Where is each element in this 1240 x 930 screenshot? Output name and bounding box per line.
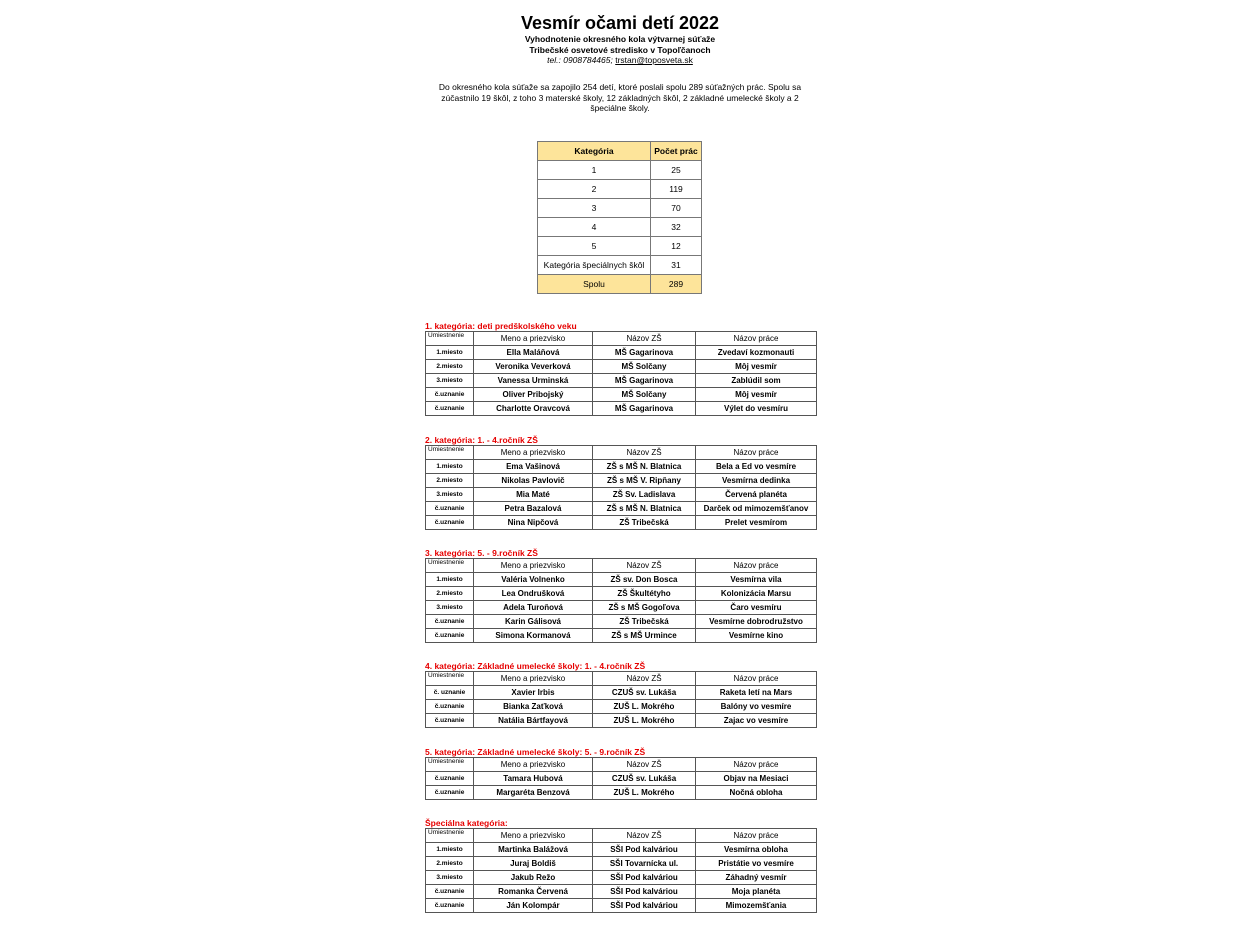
column-header: Názov ZŠ bbox=[593, 758, 696, 772]
school-cell: ZŠ Tribečská bbox=[593, 516, 696, 530]
table-row bbox=[426, 871, 817, 885]
school-cell: SŠI Pod kalváriou bbox=[593, 843, 696, 857]
results-header-row bbox=[426, 829, 817, 843]
category-title: 3. kategória: 5. - 9.ročník ZŠ bbox=[425, 548, 538, 558]
summary-header-row bbox=[538, 142, 702, 161]
school-cell: MŠ Solčany bbox=[593, 360, 696, 374]
artwork-title-cell: Červená planéta bbox=[696, 488, 817, 502]
category-section bbox=[425, 661, 817, 728]
artwork-title-cell: Prelet vesmírom bbox=[696, 516, 817, 530]
results-header-row bbox=[426, 672, 817, 686]
name-cell: Ján Kolompár bbox=[474, 899, 593, 913]
column-header: Názov práce bbox=[696, 672, 817, 686]
table-row bbox=[426, 843, 817, 857]
table-row bbox=[426, 857, 817, 871]
table-row bbox=[426, 629, 817, 643]
results-table bbox=[425, 757, 817, 800]
column-header: Umiestnenie bbox=[426, 446, 474, 460]
name-cell: Lea Ondrušková bbox=[474, 587, 593, 601]
subtitle-organizer: Tribečské osvetové stredisko v Topoľčanoch bbox=[529, 44, 711, 55]
summary-total-label: Spolu bbox=[538, 275, 651, 294]
column-header: Názov práce bbox=[696, 446, 817, 460]
artwork-title-cell: Záhadný vesmír bbox=[696, 871, 817, 885]
table-row bbox=[426, 346, 817, 360]
school-cell: ZŠ s MŠ N. Blatnica bbox=[593, 502, 696, 516]
school-cell: ZUŠ L. Mokrého bbox=[593, 700, 696, 714]
name-cell: Xavier Irbis bbox=[474, 686, 593, 700]
results-table bbox=[425, 331, 817, 416]
name-cell: Petra Bazalová bbox=[474, 502, 593, 516]
name-cell: Jakub Režo bbox=[474, 871, 593, 885]
school-cell: SŠI Tovarnícka ul. bbox=[593, 857, 696, 871]
placement-cell: 3.miesto bbox=[426, 871, 474, 885]
school-cell: MŠ Gagarinova bbox=[593, 374, 696, 388]
column-header: Názov práce bbox=[696, 829, 817, 843]
summary-category-cell: 5 bbox=[538, 237, 651, 256]
school-cell: ZUŠ L. Mokrého bbox=[593, 714, 696, 728]
table-row bbox=[426, 601, 817, 615]
name-cell: Adela Turoňová bbox=[474, 601, 593, 615]
placement-cell: 1.miesto bbox=[426, 573, 474, 587]
name-cell: Natália Bártfayová bbox=[474, 714, 593, 728]
table-row bbox=[426, 772, 817, 786]
school-cell: ZŠ Škultétyho bbox=[593, 587, 696, 601]
summary-count-cell: 12 bbox=[651, 237, 702, 256]
column-header: Meno a priezvisko bbox=[474, 829, 593, 843]
category-section bbox=[425, 818, 817, 913]
column-header: Meno a priezvisko bbox=[474, 758, 593, 772]
name-cell: Oliver Pribojský bbox=[474, 388, 593, 402]
contact-phone: tel.: 0908784465; bbox=[547, 55, 613, 65]
artwork-title-cell: Raketa letí na Mars bbox=[696, 686, 817, 700]
artwork-title-cell: Zajac vo vesmíre bbox=[696, 714, 817, 728]
school-cell: ZŠ s MŠ V. Ripňany bbox=[593, 474, 696, 488]
column-header: Umiestnenie bbox=[426, 332, 474, 346]
placement-cell: 3.miesto bbox=[426, 488, 474, 502]
column-header: Umiestnenie bbox=[426, 672, 474, 686]
table-row bbox=[426, 360, 817, 374]
category-title: 1. kategória: deti predškolského veku bbox=[425, 321, 577, 331]
artwork-title-cell: Čaro vesmíru bbox=[696, 601, 817, 615]
artwork-title-cell: Bela a Ed vo vesmíre bbox=[696, 460, 817, 474]
table-row bbox=[426, 502, 817, 516]
placement-cell: č.uznanie bbox=[426, 629, 474, 643]
column-header: Názov ZŠ bbox=[593, 332, 696, 346]
artwork-title-cell: Vesmírna dedinka bbox=[696, 474, 817, 488]
school-cell: SŠI Pod kalváriou bbox=[593, 871, 696, 885]
table-row bbox=[426, 488, 817, 502]
column-header: Meno a priezvisko bbox=[474, 332, 593, 346]
table-row bbox=[426, 474, 817, 488]
summary-row bbox=[538, 199, 702, 218]
artwork-title-cell: Môj vesmír bbox=[696, 388, 817, 402]
category-section bbox=[425, 321, 817, 416]
column-header: Názov práce bbox=[696, 559, 817, 573]
results-header-row bbox=[426, 559, 817, 573]
table-row bbox=[426, 587, 817, 601]
name-cell: Simona Kormanová bbox=[474, 629, 593, 643]
column-header: Umiestnenie bbox=[426, 758, 474, 772]
summary-count-cell: 25 bbox=[651, 161, 702, 180]
category-section bbox=[425, 435, 817, 530]
table-row bbox=[426, 786, 817, 800]
artwork-title-cell: Pristátie vo vesmíre bbox=[696, 857, 817, 871]
artwork-title-cell: Mimozemšťania bbox=[696, 899, 817, 913]
school-cell: MŠ Gagarinova bbox=[593, 346, 696, 360]
name-cell: Ema Vašinová bbox=[474, 460, 593, 474]
placement-cell: č.uznanie bbox=[426, 714, 474, 728]
artwork-title-cell: Vesmírna obloha bbox=[696, 843, 817, 857]
table-row bbox=[426, 686, 817, 700]
placement-cell: 2.miesto bbox=[426, 587, 474, 601]
artwork-title-cell: Vesmírne dobrodružstvo bbox=[696, 615, 817, 629]
table-row bbox=[426, 516, 817, 530]
artwork-title-cell: Zvedaví kozmonauti bbox=[696, 346, 817, 360]
table-row bbox=[426, 899, 817, 913]
artwork-title-cell: Zablúdil som bbox=[696, 374, 817, 388]
placement-cell: 3.miesto bbox=[426, 374, 474, 388]
column-header: Meno a priezvisko bbox=[474, 446, 593, 460]
name-cell: Nikolas Pavlovič bbox=[474, 474, 593, 488]
category-title: Špeciálna kategória: bbox=[425, 818, 508, 828]
school-cell: MŠ Solčany bbox=[593, 388, 696, 402]
summary-row bbox=[538, 161, 702, 180]
summary-count-cell: 119 bbox=[651, 180, 702, 199]
summary-table bbox=[537, 141, 702, 294]
summary-row bbox=[538, 237, 702, 256]
category-title: 2. kategória: 1. - 4.ročník ZŠ bbox=[425, 435, 538, 445]
artwork-title-cell: Môj vesmír bbox=[696, 360, 817, 374]
placement-cell: č.uznanie bbox=[426, 700, 474, 714]
placement-cell: 1.miesto bbox=[426, 460, 474, 474]
table-row bbox=[426, 615, 817, 629]
name-cell: Vanessa Urminská bbox=[474, 374, 593, 388]
summary-row bbox=[538, 180, 702, 199]
results-header-row bbox=[426, 446, 817, 460]
contact-email-link[interactable]: trstan@toposveta.sk bbox=[615, 55, 693, 65]
table-row bbox=[426, 388, 817, 402]
school-cell: ZŠ s MŠ N. Blatnica bbox=[593, 460, 696, 474]
placement-cell: 2.miesto bbox=[426, 857, 474, 871]
name-cell: Veronika Veverková bbox=[474, 360, 593, 374]
column-header: Meno a priezvisko bbox=[474, 559, 593, 573]
artwork-title-cell: Nočná obloha bbox=[696, 786, 817, 800]
placement-cell: č.uznanie bbox=[426, 502, 474, 516]
summary-header-count: Počet prác bbox=[651, 142, 702, 161]
table-row bbox=[426, 460, 817, 474]
summary-category-cell: 3 bbox=[538, 199, 651, 218]
summary-count-cell: 31 bbox=[651, 256, 702, 275]
summary-total-value: 289 bbox=[651, 275, 702, 294]
summary-row bbox=[538, 218, 702, 237]
name-cell: Valéria Volnenko bbox=[474, 573, 593, 587]
school-cell: CZUŠ sv. Lukáša bbox=[593, 772, 696, 786]
name-cell: Martinka Balážová bbox=[474, 843, 593, 857]
category-title: 4. kategória: Základné umelecké školy: 1. - 4.ročník ZŠ bbox=[425, 661, 646, 671]
results-table bbox=[425, 671, 817, 728]
name-cell: Nina Nipčová bbox=[474, 516, 593, 530]
summary-row bbox=[538, 256, 702, 275]
placement-cell: č.uznanie bbox=[426, 786, 474, 800]
column-header: Meno a priezvisko bbox=[474, 672, 593, 686]
category-section bbox=[425, 548, 817, 643]
artwork-title-cell: Objav na Mesiaci bbox=[696, 772, 817, 786]
school-cell: ZŠ Sv. Ladislava bbox=[593, 488, 696, 502]
placement-cell: č.uznanie bbox=[426, 516, 474, 530]
subtitle-evaluation: Vyhodnotenie okresného kola výtvarnej súťaže bbox=[524, 34, 716, 44]
results-table bbox=[425, 558, 817, 643]
table-row bbox=[426, 714, 817, 728]
name-cell: Mia Maté bbox=[474, 488, 593, 502]
artwork-title-cell: Výlet do vesmíru bbox=[696, 402, 817, 416]
column-header: Umiestnenie bbox=[426, 559, 474, 573]
placement-cell: 1.miesto bbox=[426, 346, 474, 360]
column-header: Názov ZŠ bbox=[593, 559, 696, 573]
category-section bbox=[425, 747, 817, 800]
column-header: Názov ZŠ bbox=[593, 672, 696, 686]
name-cell: Ella Maláňová bbox=[474, 346, 593, 360]
name-cell: Bianka Zaťková bbox=[474, 700, 593, 714]
name-cell: Juraj Boldiš bbox=[474, 857, 593, 871]
school-cell: CZUŠ sv. Lukáša bbox=[593, 686, 696, 700]
summary-category-cell: Kategória špeciálnych škôl bbox=[538, 256, 651, 275]
column-header: Názov ZŠ bbox=[593, 829, 696, 843]
intro-paragraph: Do okresného kola súťaže sa zapojilo 254 detí, ktoré poslali spolu 289 súťažných prác. Spolu sa zúčastnilo 19 škôl, z toho 3 materské školy, 12 základných škôl, 2 základné umelecké školy a 2 špeciálne školy. bbox=[438, 82, 802, 113]
results-header-row bbox=[426, 332, 817, 346]
table-row bbox=[426, 402, 817, 416]
results-table bbox=[425, 828, 817, 913]
placement-cell: č.uznanie bbox=[426, 388, 474, 402]
summary-header-category: Kategória bbox=[538, 142, 651, 161]
name-cell: Margaréta Benzová bbox=[474, 786, 593, 800]
summary-count-cell: 70 bbox=[651, 199, 702, 218]
school-cell: ZŠ s MŠ Urmince bbox=[593, 629, 696, 643]
placement-cell: č.uznanie bbox=[426, 899, 474, 913]
table-row bbox=[426, 885, 817, 899]
summary-category-cell: 1 bbox=[538, 161, 651, 180]
placement-cell: č.uznanie bbox=[426, 402, 474, 416]
summary-total-row bbox=[538, 275, 702, 294]
artwork-title-cell: Moja planéta bbox=[696, 885, 817, 899]
artwork-title-cell: Balóny vo vesmíre bbox=[696, 700, 817, 714]
table-row bbox=[426, 700, 817, 714]
summary-category-cell: 4 bbox=[538, 218, 651, 237]
summary-category-cell: 2 bbox=[538, 180, 651, 199]
artwork-title-cell: Vesmírna vila bbox=[696, 573, 817, 587]
placement-cell: č.uznanie bbox=[426, 615, 474, 629]
column-header: Názov práce bbox=[696, 758, 817, 772]
category-title: 5. kategória: Základné umelecké školy: 5. - 9.ročník ZŠ bbox=[425, 747, 646, 757]
name-cell: Romanka Červená bbox=[474, 885, 593, 899]
school-cell: ZŠ Tribečská bbox=[593, 615, 696, 629]
name-cell: Karin Gálisová bbox=[474, 615, 593, 629]
school-cell: SŠI Pod kalváriou bbox=[593, 885, 696, 899]
page-title: Vesmír očami detí 2022 bbox=[520, 13, 720, 33]
school-cell: MŠ Gagarinova bbox=[593, 402, 696, 416]
artwork-title-cell: Kolonizácia Marsu bbox=[696, 587, 817, 601]
table-row bbox=[426, 573, 817, 587]
column-header: Názov ZŠ bbox=[593, 446, 696, 460]
column-header: Umiestnenie bbox=[426, 829, 474, 843]
school-cell: ZŠ s MŠ Gogoľova bbox=[593, 601, 696, 615]
school-cell: SŠI Pod kalváriou bbox=[593, 899, 696, 913]
document-header bbox=[0, 12, 1240, 66]
placement-cell: 2.miesto bbox=[426, 360, 474, 374]
placement-cell: č.uznanie bbox=[426, 772, 474, 786]
school-cell: ZŠ sv. Don Bosca bbox=[593, 573, 696, 587]
placement-cell: č. uznanie bbox=[426, 686, 474, 700]
placement-cell: 3.miesto bbox=[426, 601, 474, 615]
name-cell: Charlotte Oravcová bbox=[474, 402, 593, 416]
artwork-title-cell: Darček od mimozemšťanov bbox=[696, 502, 817, 516]
school-cell: ZUŠ L. Mokrého bbox=[593, 786, 696, 800]
placement-cell: č.uznanie bbox=[426, 885, 474, 899]
artwork-title-cell: Vesmírne kino bbox=[696, 629, 817, 643]
column-header: Názov práce bbox=[696, 332, 817, 346]
placement-cell: 2.miesto bbox=[426, 474, 474, 488]
table-row bbox=[426, 374, 817, 388]
summary-count-cell: 32 bbox=[651, 218, 702, 237]
name-cell: Tamara Hubová bbox=[474, 772, 593, 786]
results-header-row bbox=[426, 758, 817, 772]
results-table bbox=[425, 445, 817, 530]
contact-line bbox=[0, 55, 1240, 66]
placement-cell: 1.miesto bbox=[426, 843, 474, 857]
